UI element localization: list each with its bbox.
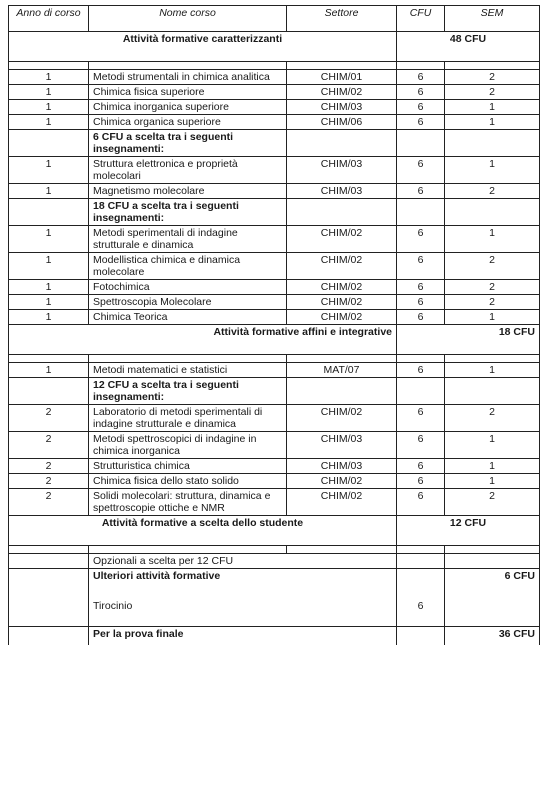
course-sem: 1 (445, 226, 540, 253)
course-name: Metodi sperimentali di indagine strutturale e dinamica (89, 226, 287, 253)
course-sem: 2 (445, 253, 540, 280)
course-settore: CHIM/01 (287, 70, 397, 85)
course-sem: 2 (445, 70, 540, 85)
course-anno: 1 (9, 363, 89, 378)
course-cfu: 6 (397, 459, 445, 474)
course-row (9, 405, 540, 432)
group-label-row (9, 378, 540, 405)
group-label-row (9, 199, 540, 226)
course-row (9, 432, 540, 459)
course-cfu: 6 (397, 295, 445, 310)
course-row (9, 70, 540, 85)
group-blank-cfu (397, 199, 445, 226)
course-table-page (8, 5, 539, 645)
course-name: Metodi matematici e statistici (89, 363, 287, 378)
course-row (9, 489, 540, 516)
group-blank-sem (445, 378, 540, 405)
ulteriori-label: Ulteriori attività formative (93, 570, 221, 582)
section-row-scelta (9, 516, 540, 546)
course-anno: 2 (9, 489, 89, 516)
header-row (9, 6, 540, 32)
course-settore: CHIM/02 (287, 226, 397, 253)
course-cfu: 6 (397, 100, 445, 115)
course-anno: 1 (9, 280, 89, 295)
group-blank-anno (9, 199, 89, 226)
course-name: Chimica fisica dello stato solido (89, 474, 287, 489)
course-anno: 1 (9, 310, 89, 325)
ulteriori-row (9, 569, 540, 627)
course-cfu: 6 (397, 474, 445, 489)
course-anno: 1 (9, 157, 89, 184)
course-anno: 1 (9, 115, 89, 130)
section-cfu-scelta: 12 CFU (397, 516, 540, 546)
prova-blank-cfu (397, 627, 445, 645)
spacer-row-cell (287, 546, 397, 554)
opz-blank-anno (9, 554, 89, 569)
course-name: Laboratorio di metodi sperimentali di indagine strutturale e dinamica (89, 405, 287, 432)
course-sem: 2 (445, 295, 540, 310)
course-name: Modellistica chimica e dinamica molecolare (89, 253, 287, 280)
course-name: Magnetismo molecolare (89, 184, 287, 199)
opz-blank-sem (445, 554, 540, 569)
course-name: Chimica inorganica superiore (89, 100, 287, 115)
course-row (9, 184, 540, 199)
course-name: Strutturistica chimica (89, 459, 287, 474)
header-sem: SEM (445, 6, 540, 32)
spacer-row-cell (9, 355, 89, 363)
course-settore: CHIM/02 (287, 310, 397, 325)
course-name: Struttura elettronica e proprietà molecolari (89, 157, 287, 184)
course-row (9, 253, 540, 280)
course-cfu: 6 (397, 70, 445, 85)
tirocinio-label: Tirocinio (93, 600, 133, 612)
group-blank-sem (445, 199, 540, 226)
course-anno: 2 (9, 405, 89, 432)
spacer-row-cell (89, 62, 287, 70)
course-row (9, 474, 540, 489)
course-name: Chimica organica superiore (89, 115, 287, 130)
course-sem: 1 (445, 474, 540, 489)
course-row (9, 85, 540, 100)
course-sem: 1 (445, 459, 540, 474)
course-sem: 2 (445, 405, 540, 432)
course-anno: 1 (9, 253, 89, 280)
course-settore: CHIM/02 (287, 295, 397, 310)
course-name: Chimica fisica superiore (89, 85, 287, 100)
course-settore: CHIM/03 (287, 184, 397, 199)
course-sem: 2 (445, 280, 540, 295)
course-name: Metodi spettroscopici di indagine in chimica inorganica (89, 432, 287, 459)
section-cfu-affini: 18 CFU (397, 325, 540, 355)
spacer-row-cell (445, 355, 540, 363)
section-label-caratterizzanti: Attività formative caratterizzanti (9, 32, 397, 62)
course-anno: 1 (9, 184, 89, 199)
course-cfu: 6 (397, 432, 445, 459)
course-row (9, 310, 540, 325)
course-cfu: 6 (397, 184, 445, 199)
spacer-row-cell (287, 62, 397, 70)
course-anno: 1 (9, 85, 89, 100)
course-settore: CHIM/02 (287, 474, 397, 489)
course-settore: CHIM/02 (287, 405, 397, 432)
course-name: Metodi strumentali in chimica analitica (89, 70, 287, 85)
prova-label: Per la prova finale (89, 627, 397, 645)
section-label-scelta: Attività formative a scelta dello studente (9, 516, 397, 546)
course-sem: 1 (445, 115, 540, 130)
spacer-row (9, 355, 540, 363)
course-row (9, 363, 540, 378)
section-row-affini (9, 325, 540, 355)
course-table (8, 5, 540, 645)
prova-row (9, 627, 540, 645)
course-settore: MAT/07 (287, 363, 397, 378)
header-nome: Nome corso (89, 6, 287, 32)
section-label-affini: Attività formative affini e integrative (9, 325, 397, 355)
course-cfu: 6 (397, 253, 445, 280)
course-row (9, 100, 540, 115)
group-label: 12 CFU a scelta tra i seguenti insegnamenti: (89, 378, 287, 405)
prova-cfu: 36 CFU (445, 627, 540, 645)
group-blank-settore (287, 130, 397, 157)
spacer-row-cell (9, 62, 89, 70)
course-settore: CHIM/02 (287, 489, 397, 516)
spacer-row-cell (445, 546, 540, 554)
header-cfu: CFU (397, 6, 445, 32)
tirocinio-cfu-cell (397, 569, 445, 627)
group-blank-settore (287, 378, 397, 405)
spacer-row-cell (287, 355, 397, 363)
spacer-row-cell (89, 355, 287, 363)
course-anno: 1 (9, 295, 89, 310)
group-blank-anno (9, 378, 89, 405)
spacer-row-cell (397, 546, 445, 554)
group-label-row (9, 130, 540, 157)
spacer-row (9, 62, 540, 70)
header-settore: Settore (287, 6, 397, 32)
spacer-row-cell (89, 546, 287, 554)
prova-blank-anno (9, 627, 89, 645)
course-settore: CHIM/02 (287, 280, 397, 295)
course-sem: 1 (445, 100, 540, 115)
tirocinio-cfu: 6 (417, 600, 424, 612)
course-cfu: 6 (397, 280, 445, 295)
course-sem: 2 (445, 489, 540, 516)
group-blank-sem (445, 130, 540, 157)
course-anno: 2 (9, 432, 89, 459)
course-anno: 2 (9, 474, 89, 489)
course-name: Chimica Teorica (89, 310, 287, 325)
course-row (9, 459, 540, 474)
ulteriori-cell (89, 569, 397, 627)
course-cfu: 6 (397, 226, 445, 253)
group-blank-settore (287, 199, 397, 226)
course-name: Solidi molecolari: struttura, dinamica e spettroscopie ottiche e NMR (89, 489, 287, 516)
course-row (9, 226, 540, 253)
course-anno: 1 (9, 226, 89, 253)
group-label: 6 CFU a scelta tra i seguenti insegnamenti: (89, 130, 287, 157)
course-name: Spettroscopia Molecolare (89, 295, 287, 310)
course-settore: CHIM/06 (287, 115, 397, 130)
spacer-row-cell (397, 62, 445, 70)
opzionali-label: Opzionali a scelta per 12 CFU (89, 554, 397, 569)
group-blank-cfu (397, 378, 445, 405)
course-settore: CHIM/03 (287, 157, 397, 184)
course-sem: 1 (445, 363, 540, 378)
course-settore: CHIM/03 (287, 432, 397, 459)
spacer-row-cell (397, 355, 445, 363)
course-name: Fotochimica (89, 280, 287, 295)
course-cfu: 6 (397, 405, 445, 432)
course-anno: 2 (9, 459, 89, 474)
course-row (9, 115, 540, 130)
course-settore: CHIM/03 (287, 100, 397, 115)
spacer-row (9, 546, 540, 554)
spacer-row-cell (445, 62, 540, 70)
opz-blank-cfu (397, 554, 445, 569)
course-row (9, 280, 540, 295)
opzionali-row (9, 554, 540, 569)
spacer-row-cell (9, 546, 89, 554)
course-sem: 1 (445, 157, 540, 184)
course-settore: CHIM/03 (287, 459, 397, 474)
course-sem: 1 (445, 432, 540, 459)
course-cfu: 6 (397, 489, 445, 516)
ult-blank-anno (9, 569, 89, 627)
course-cfu: 6 (397, 310, 445, 325)
course-anno: 1 (9, 100, 89, 115)
course-settore: CHIM/02 (287, 85, 397, 100)
course-cfu: 6 (397, 115, 445, 130)
course-anno: 1 (9, 70, 89, 85)
ulteriori-cfu: 6 CFU (445, 569, 540, 627)
course-settore: CHIM/02 (287, 253, 397, 280)
header-anno: Anno di corso (9, 6, 89, 32)
course-cfu: 6 (397, 157, 445, 184)
course-row (9, 157, 540, 184)
course-cfu: 6 (397, 363, 445, 378)
section-row-caratterizzanti (9, 32, 540, 62)
course-sem: 1 (445, 310, 540, 325)
section-cfu-caratterizzanti: 48 CFU (397, 32, 540, 62)
group-label: 18 CFU a scelta tra i seguenti insegnamenti: (89, 199, 287, 226)
course-sem: 2 (445, 85, 540, 100)
group-blank-cfu (397, 130, 445, 157)
course-sem: 2 (445, 184, 540, 199)
course-row (9, 295, 540, 310)
group-blank-anno (9, 130, 89, 157)
course-cfu: 6 (397, 85, 445, 100)
